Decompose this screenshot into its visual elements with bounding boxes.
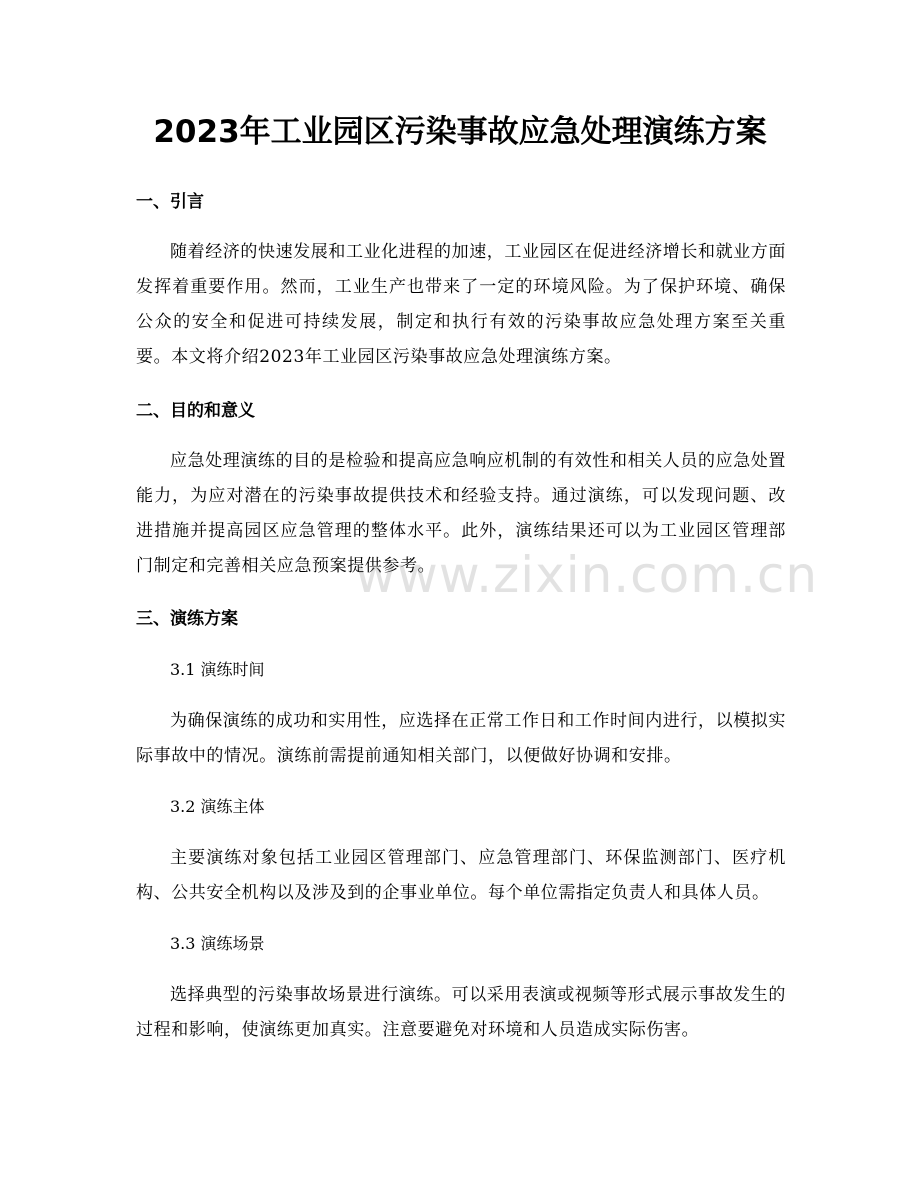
section-heading-purpose: 二、目的和意义: [136, 401, 255, 421]
subsection-heading-scene: 3.3 演练场景: [170, 934, 265, 953]
section-heading-plan: 三、演练方案: [136, 609, 238, 629]
paragraph-time: 为确保演练的成功和实用性，应选择在正常工作日和工作时间内进行，以模拟实际事故中的情况。演练前需提前通知相关部门，以便做好协调和安排。: [136, 711, 786, 766]
subsection-heading-time: 3.1 演练时间: [170, 660, 265, 679]
document-title: 2023年工业园区污染事故应急处理演练方案: [153, 114, 767, 150]
paragraph-subject: 主要演练对象包括工业园区管理部门、应急管理部门、环保监测部门、医疗机构、公共安全机构以及涉及到的企事业单位。每个单位需指定负责人和具体人员。: [136, 848, 786, 903]
paragraph-purpose: 应急处理演练的目的是检验和提高应急响应机制的有效性和相关人员的应急处置能力，为应对潜在的污染事故提供技术和经验支持。通过演练，可以发现问题、改进措施并提高园区应急管理的整体水平。此外，演练结果还可以为工业园区管理部门制定和完善相关应急预案提供参考。: [136, 451, 786, 576]
subsection-heading-subject: 3.2 演练主体: [170, 797, 265, 816]
paragraph-scene: 选择典型的污染事故场景进行演练。可以采用表演或视频等形式展示事故发生的过程和影响，使演练更加真实。注意要避免对环境和人员造成实际伤害。: [136, 985, 786, 1040]
section-heading-intro: 一、引言: [136, 192, 204, 212]
watermark: www.zixin.com.cn: [355, 546, 819, 604]
paragraph-intro: 随着经济的快速发展和工业化进程的加速，工业园区在促进经济增长和就业方面发挥着重要作用。然而，工业生产也带来了一定的环境风险。为了保护环境、确保公众的安全和促进可持续发展，制定和执行有效的污染事故应急处理方案至关重要。本文将介绍2023年工业园区污染事故应急处理演练方案。: [136, 242, 786, 367]
